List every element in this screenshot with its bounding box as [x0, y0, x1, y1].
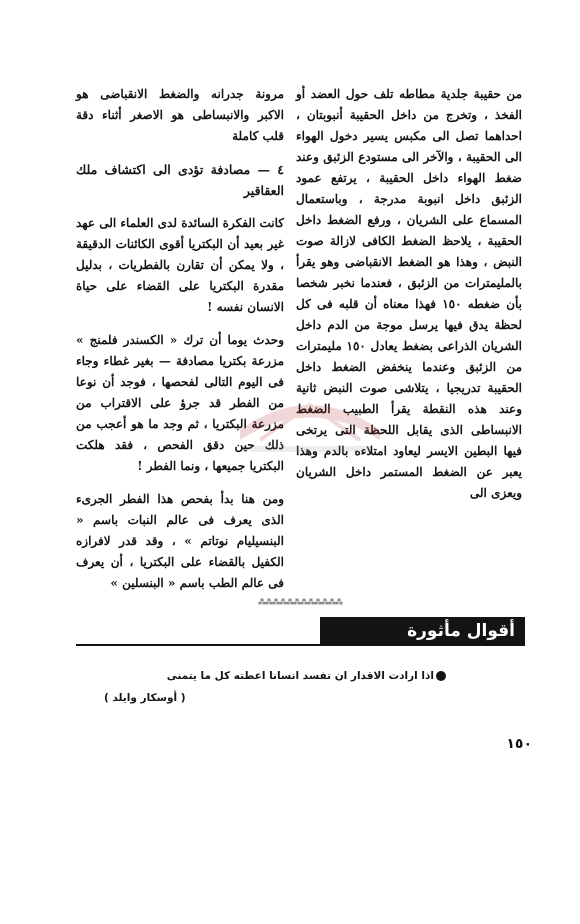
spacer — [76, 201, 284, 213]
left-column — [76, 84, 284, 594]
ornamental-divider: ⁂⁂⁂⁂⁂⁂⁂⁂⁂⁂⁂⁂ — [258, 598, 342, 607]
left-paragraph-2: وحدث يوما أن ترك « الكسندر فلمنج » مزرعة بكتريا مصادفة — بغير غطاء وجاء فى اليوم التالى لفحصها ، فوجد أن نوعا من الفطر قد جرؤ على الاقتراب من مزرعة البكتريا ، ثم وجد ما هو أعجب من ذلك حين دقق الفحص ، فقد هلكت البكتريا جميعها ، ونما الفطر ! — [76, 333, 284, 473]
section-banner — [320, 617, 525, 645]
spacer — [76, 147, 284, 159]
left-column-intro: مرونة جدرانه والضغط الانقباضى هو الاكبر والانبساطى هو الاصغر أثناء دقة قلب كاملة — [76, 87, 284, 143]
page-number: ١٥٠ — [506, 736, 532, 752]
quote-author: ( أوسكار وايلد ) — [104, 692, 186, 704]
banner-title: أقوال مأثورة — [407, 621, 515, 641]
banner-rule — [76, 644, 525, 646]
quote-text: اذا ارادت الاقدار ان تفسد انسانا اعطته كل ما يتمنى — [166, 670, 434, 682]
right-column-paragraph: من حقيبة جلدية مطاطه تلف حول العضد أو الفخذ ، وتخرج من داخل الحقيبة أنبوبتان ، احداهما تصل الى مكبس يسير دخول الهواء الى الحقيبة ، والآخر الى مستودع الزئبق وعند ضغط الهواء داخل الحقيبة ، يرتفع عمود الزئبق داخل انبوبة مدرجة ، وباستعمال المسماع على الشريان ، ورفع الضغط داخل الحقيبة ، يلاحظ الضغط الكافى لازالة صوت النبض ، وهذا هو الضغط الانقباضى وهو يقرأ بالمليمترات من الزئبق ، فعندما نخبر شخصا بأن ضغطه ١٥٠ فهذا معناه أن قلبه فى كل لحظة يدق فيها يرسل موجة من الدم داخل الشريان الذراعى بضغط يعادل ١٥٠ مليمترات من الزئبق وعندما ينخفض الضغط داخل الحقيبة تدريجيا ، يتلاشى صوت النبض ثانية وعند هذه النقطة يقرأ الطبيب الضغط الانبساطى الذى يقابل اللحظة التى يرتخى فيها البطين الايسر ليعاود امتلاءه بالدم وهذا يعبر عن الضغط المستمر داخل الشريان ويعزى الى — [296, 87, 523, 500]
spacer — [76, 318, 284, 330]
paragraph-lead: كانت الفكرة السائدة — [181, 216, 284, 230]
left-paragraph-3: ومن هنا بدأ بفحص هذا الفطر الجرىء الذى يعرف فى عالم النبات باسم « البنسيليام نوتاتم » ، وقد قدر لافرازه الكفيل بالقضاء على البكتريا ، أن يعرف فى عالم الطب باسم « البنسلين » — [76, 492, 284, 590]
section-heading: ٤ — مصادفة تؤدى الى اكتشاف ملك العقاقير — [76, 162, 284, 198]
left-paragraph-1 — [76, 213, 284, 318]
spacer — [76, 477, 284, 489]
paragraph-rest: لدى العلماء الى عهد غير بعيد أن البكتريا أقوى الكائنات الدقيقة ، ولا يمكن أن تقارن بالفطريات ، بدليل مقدرة البكتريا على القضاء على حياة الانسان نفسه ! — [76, 216, 284, 314]
bullet-icon — [436, 671, 446, 681]
right-column — [296, 84, 522, 504]
